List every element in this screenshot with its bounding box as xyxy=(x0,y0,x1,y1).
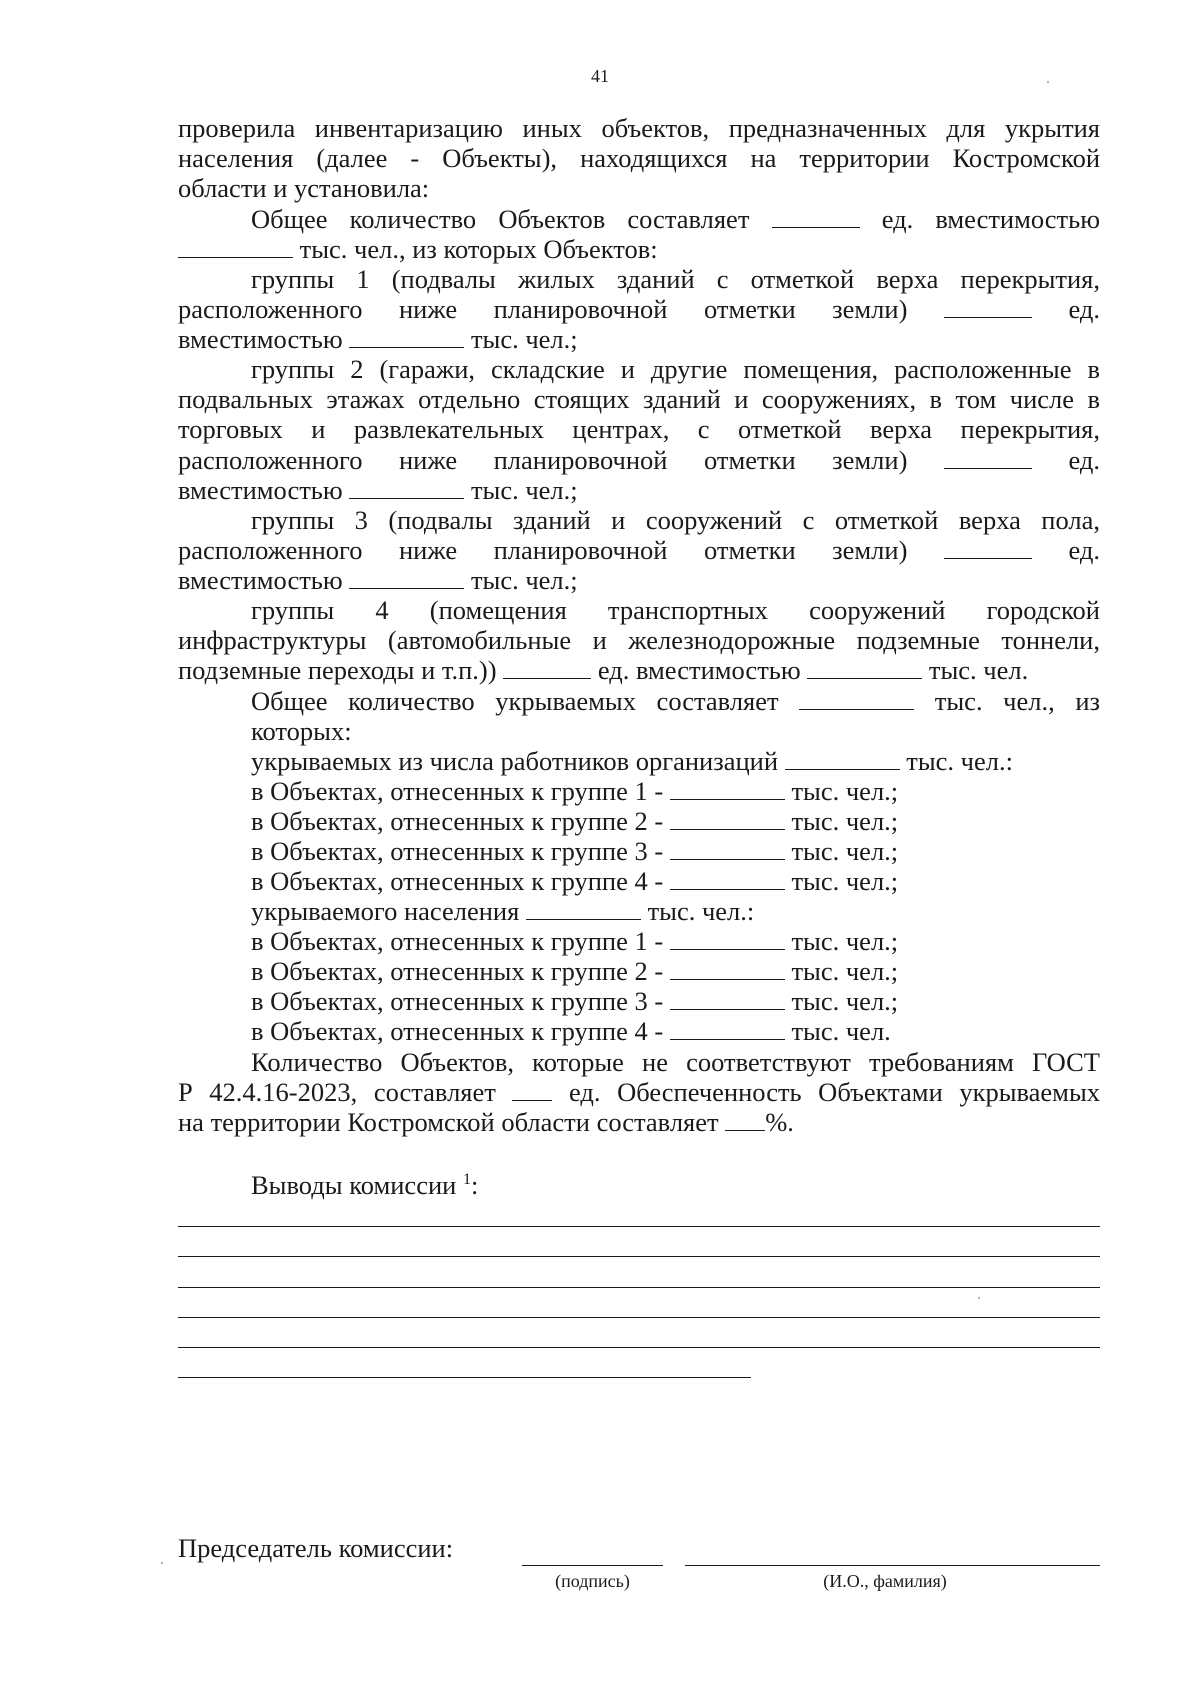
text-line: укрываемого населения тыс. чел.: xyxy=(251,896,755,926)
fill-blank xyxy=(785,747,900,770)
text-line: в Объектах, отнесенных к группе 1 - тыс. чел.; xyxy=(251,926,899,956)
fill-blank xyxy=(178,235,293,258)
text-line: расположенного ниже планировочной отметки земли) ед. xyxy=(178,294,1100,324)
fill-blank xyxy=(670,837,785,860)
text-line: группы 3 (подвалы зданий и сооружений с отметкой верха пола, xyxy=(251,505,1100,535)
text-line: населения (далее - Объекты), находящихся на территории Костромской xyxy=(178,143,1100,173)
fill-blank xyxy=(670,957,785,980)
text-line: тыс. чел., из которых Объектов: xyxy=(178,232,1100,266)
fill-blank xyxy=(807,656,922,679)
text-line: торговых и развлекательных центрах, с отметкой верха перекрытия, xyxy=(178,414,1100,444)
fill-blank xyxy=(670,987,785,1010)
text-line: в Объектах, отнесенных к группе 2 - тыс. чел.; xyxy=(251,806,899,836)
scan-speck xyxy=(1047,81,1049,83)
footnote-marker: 1 xyxy=(462,1171,471,1189)
text-line: в Объектах, отнесенных к группе 4 - тыс. чел.; xyxy=(251,866,899,896)
fill-blank xyxy=(944,536,1032,559)
text-line: в Объектах, отнесенных к группе 4 - тыс. чел. xyxy=(251,1016,891,1046)
fill-blank xyxy=(772,205,860,228)
fill-blank xyxy=(670,777,785,800)
text-line: группы 1 (подвалы жилых зданий с отметкой верха перекрытия, xyxy=(251,264,1100,294)
text-line: в Объектах, отнесенных к группе 1 - тыс. чел.; xyxy=(251,776,899,806)
fill-blank xyxy=(349,476,464,499)
conclusions-line xyxy=(178,1347,1100,1348)
text-line: вместимостью тыс. чел.; xyxy=(178,475,578,505)
scan-speck xyxy=(978,1297,980,1299)
fill-blank xyxy=(670,807,785,830)
page-number: 41 xyxy=(591,66,609,86)
text-line: в Объектах, отнесенных к группе 2 - тыс. чел.; xyxy=(251,956,899,986)
text-line: Р 42.4.16-2023, составляет ед. Обеспеченность Объектами укрываемых xyxy=(178,1077,1101,1107)
fill-blank xyxy=(670,927,785,950)
text-line: Общее количество Объектов составляет ед. вместимостью xyxy=(251,204,1101,234)
text-line: области и установила: xyxy=(178,173,430,203)
chairman-label: Председатель комиссии: xyxy=(178,1533,454,1563)
text-line: группы 4 (помещения транспортных сооружений городской xyxy=(251,595,1100,625)
fill-blank xyxy=(799,687,914,710)
scan-speck xyxy=(161,1562,163,1564)
text-line: инфраструктуры (автомобильные и железнодорожные подземные тоннели, xyxy=(178,625,1100,655)
text-line: в Объектах, отнесенных к группе 3 - тыс. чел.; xyxy=(251,836,899,866)
signature-line xyxy=(522,1565,663,1566)
fill-blank xyxy=(944,295,1032,318)
text-line: Общее количество укрываемых составляет тыс. чел., из xyxy=(251,686,1100,716)
text-line: расположенного ниже планировочной отметки земли) ед. xyxy=(178,445,1100,475)
fill-blank xyxy=(944,446,1032,469)
fill-blank xyxy=(349,325,464,348)
conclusions-line xyxy=(178,1317,1100,1318)
text-line: на территории Костромской области составляет %. xyxy=(178,1107,794,1137)
text-line: подвальных этажах отдельно стоящих зданий и сооружениях, в том числе в xyxy=(178,384,1100,414)
fill-blank xyxy=(503,656,591,679)
name-caption: (И.О., фамилия) xyxy=(823,1571,947,1591)
conclusions-line xyxy=(178,1377,751,1378)
fill-blank xyxy=(670,867,785,890)
fill-blank xyxy=(512,1078,552,1101)
fill-blank xyxy=(670,1017,785,1040)
fill-blank xyxy=(725,1108,765,1131)
fill-blank xyxy=(349,566,464,589)
fill-blank xyxy=(526,897,641,920)
conclusions-line xyxy=(178,1287,1100,1288)
text-line: вместимостью тыс. чел.; xyxy=(178,324,578,354)
text-line: вместимостью тыс. чел.; xyxy=(178,565,578,595)
text-line: укрываемых из числа работников организаций тыс. чел.: xyxy=(251,746,1013,776)
name-line xyxy=(685,1565,1100,1566)
text-line: подземные переходы и т.п.)) ед. вместимостью тыс. чел. xyxy=(178,655,1029,685)
text-line: Количество Объектов, которые не соответствуют требованиям ГОСТ xyxy=(251,1047,1100,1077)
conclusions-heading: Выводы комиссии $^1$: xyxy=(251,1170,479,1200)
text-line: группы 2 (гаражи, складские и другие помещения, расположенные в xyxy=(251,354,1100,384)
conclusions-line xyxy=(178,1256,1100,1257)
text-line: расположенного ниже планировочной отметки земли) ед. xyxy=(178,535,1100,565)
signature-caption: (подпись) xyxy=(555,1571,630,1591)
text-line: проверила инвентаризацию иных объектов, предназначенных для укрытия xyxy=(178,113,1100,143)
text-line: в Объектах, отнесенных к группе 3 - тыс. чел.; xyxy=(251,986,899,1016)
conclusions-line xyxy=(178,1226,1100,1227)
text-line: которых: xyxy=(251,716,352,746)
